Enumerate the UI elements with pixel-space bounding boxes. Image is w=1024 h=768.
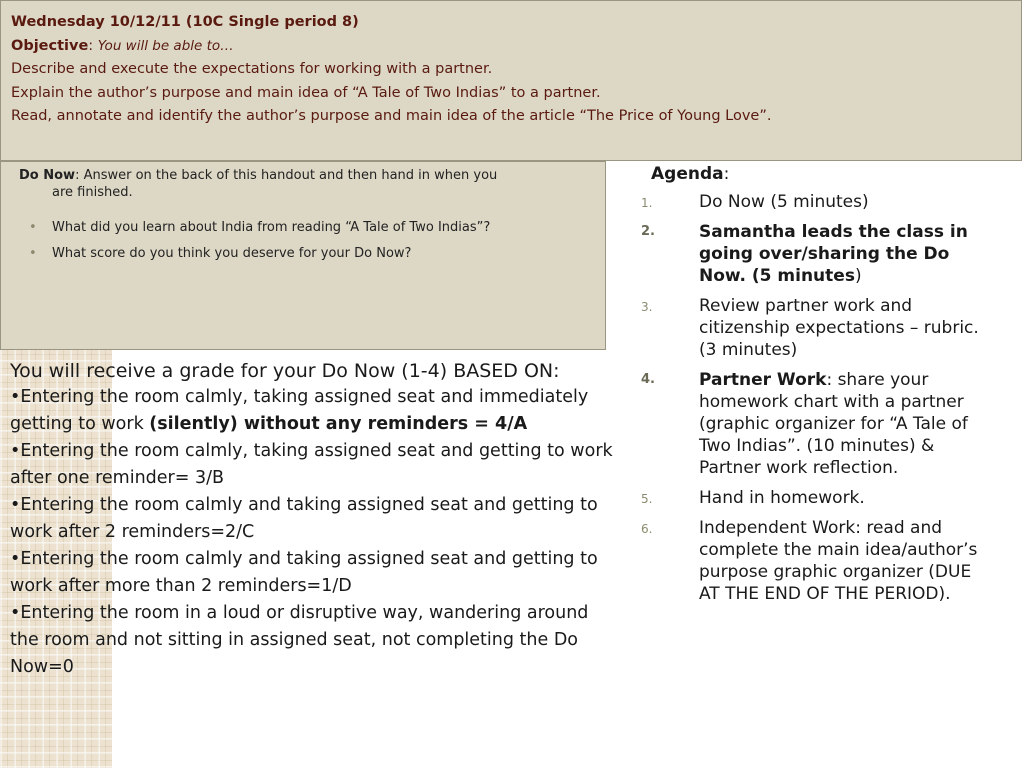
agenda-item: 2. Samantha leads the class in going over/sharing the Do Now. (5 minutes) — [641, 222, 968, 286]
item-number: 6. — [641, 522, 653, 536]
item-number: 1. — [641, 196, 653, 210]
do-now-instructions: Do Now: Answer on the back of this handout and then hand in when you — [19, 168, 498, 183]
objective-line: Objective: You will be able to… — [11, 37, 234, 54]
item-number: 2. — [641, 224, 655, 239]
grading-criteria — [10, 358, 614, 681]
list-item: • What score do you think you deserve for your Do Now? — [29, 246, 412, 261]
agenda-item: 6. Independent Work: read and complete the main idea/author’s purpose graphic organizer (DUE AT THE END OF THE PERIOD). — [641, 518, 978, 604]
agenda — [640, 163, 990, 613]
do-now-box — [0, 161, 606, 350]
agenda-item: 3. Review partner work and citizenship expectations – rubric. (3 minutes) — [641, 296, 979, 360]
date-title: Wednesday 10/12/11 (10C Single period 8) — [11, 14, 359, 30]
do-now-instructions-cont: are finished. — [52, 185, 133, 200]
bullet-icon: • — [29, 220, 37, 235]
agenda-title: Agenda: — [651, 164, 730, 184]
objective-header — [0, 0, 1022, 161]
criteria-item: •Entering the room calmly, taking assigned seat and getting to work after one reminder= 3/B — [10, 441, 613, 488]
item-number: 3. — [641, 300, 653, 314]
agenda-item: 4. Partner Work: share your homework chart with a partner (graphic organizer for “A Tale of Two Indias”. (10 minutes) & Partner work reflection. — [641, 370, 968, 478]
grading-lead: You will receive a grade for your Do Now (1-4) BASED ON: — [10, 360, 560, 382]
criteria-item: •Entering the room in a loud or disruptive way, wandering around the room and not sitting in assigned seat, not completing the Do Now=0 — [10, 603, 589, 677]
criteria-item: •Entering the room calmly, taking assigned seat and immediately getting to work (silently) without any reminders = 4/A — [10, 387, 589, 434]
do-now-questions — [19, 219, 585, 262]
objective-item: Describe and execute the expectations for working with a partner. — [11, 61, 493, 77]
bullet-icon: • — [29, 246, 37, 261]
list-item: • What did you learn about India from reading “A Tale of Two Indias”? — [29, 220, 491, 235]
item-number: 4. — [641, 372, 655, 387]
item-number: 5. — [641, 492, 653, 506]
agenda-item: 5. Hand in homework. — [641, 488, 865, 508]
agenda-list — [640, 191, 990, 605]
objective-item: Explain the author’s purpose and main idea of “A Tale of Two Indias” to a partner. — [11, 84, 601, 101]
criteria-item: •Entering the room calmly and taking assigned seat and getting to work after 2 reminders=2/C — [10, 495, 598, 542]
objective-item: Read, annotate and identify the author’s purpose and main idea of the article “The Price of Young Love”. — [11, 108, 772, 124]
agenda-item: 1. Do Now (5 minutes) — [641, 192, 869, 212]
criteria-item: •Entering the room calmly and taking assigned seat and getting to work after more than 2 reminders=1/D — [10, 549, 598, 596]
